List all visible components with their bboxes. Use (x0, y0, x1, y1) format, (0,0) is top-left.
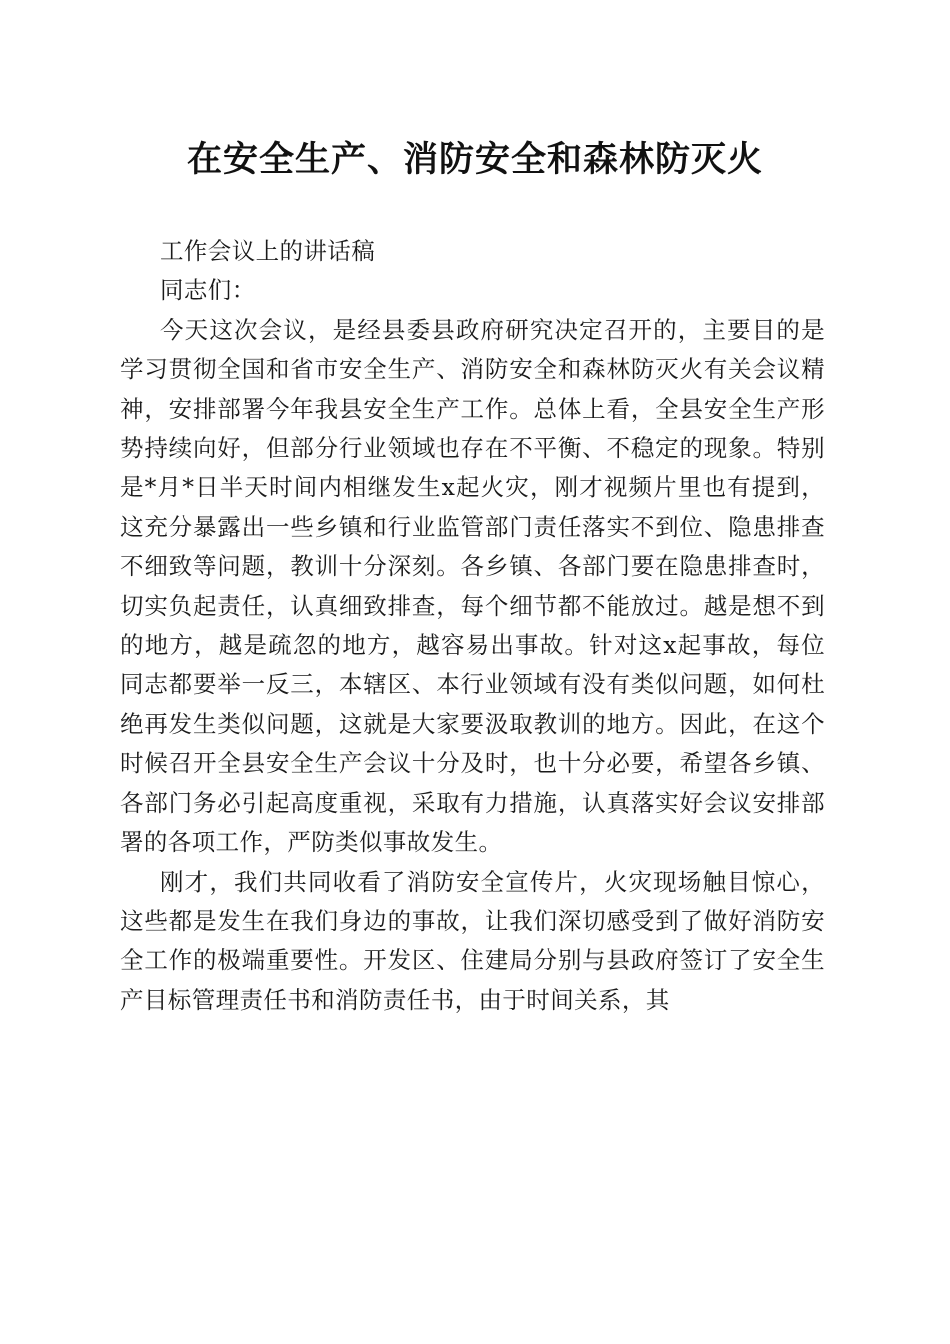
paragraph-2: 刚才，我们共同收看了消防安全宣传片，火灾现场触目惊心，这些都是发生在我们身边的事故，让我们深切感受到了做好消防安全工作的极端重要性。开发区、住建局分别与县政府签订了安全生产目标管理责任书和消防责任书，由于时间关系，其 (120, 867, 825, 1014)
subtitle-line: 工作会议上的讲话稿 (160, 237, 376, 265)
paragraph-1: 今天这次会议，是经县委县政府研究决定召开的，主要目的是学习贯彻全国和省市安全生产、消防安全和森林防灭火有关会议精神，安排部署今年我县安全生产工作。总体上看，全县安全生产形势持续向好，但部分行业领域也存在不平衡、不稳定的现象。特别是*月*日半天时间内相继发生x起火灾，刚才视频片里也有提到，这充分暴露出一些乡镇和行业监管部门责任落实不到位、隐患排查不细致等问题，教训十分深刻。各乡镇、各部门要在隐患排查时，切实负起责任，认真细致排查，每个细节都不能放过。越是想不到的地方，越是疏忽的地方，越容易出事故。针对这x起事故，每位同志都要举一反三，本辖区、本行业领域有没有类似问题，如何杜绝再发生类似问题，这就是大家要汲取教训的地方。因此，在这个时候召开全县安全生产会议十分及时，也十分必要，希望各乡镇、各部门务必引起高度重视，采取有力措施，认真落实好会议安排部署的各项工作，严防类似事故发生。 (120, 315, 825, 857)
document-body (120, 232, 825, 1020)
salutation: 同志们： (160, 276, 256, 305)
document-title: 在安全生产、消防安全和森林防灭火 (186, 139, 763, 180)
